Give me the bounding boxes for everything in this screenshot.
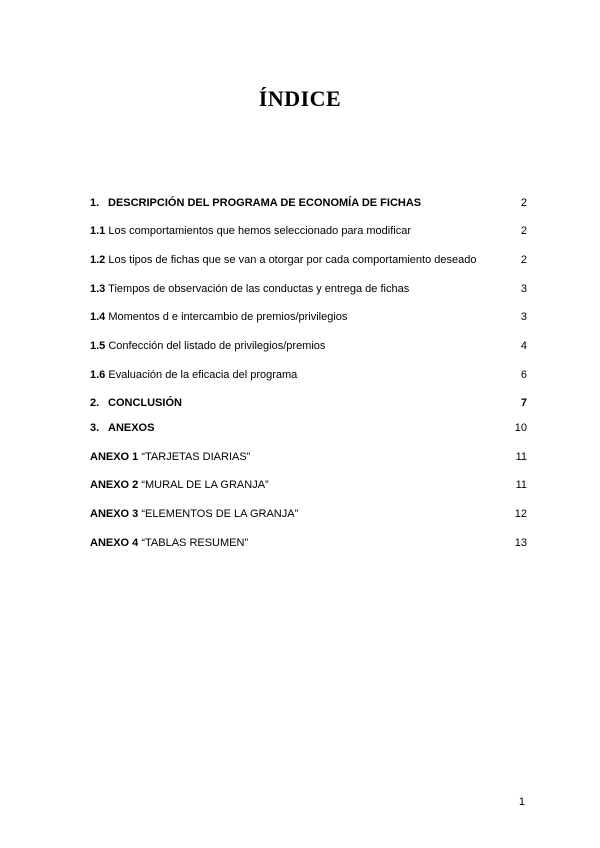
toc-entry-text: “TABLAS RESUMEN” (138, 537, 249, 549)
toc-entry-1-5[interactable] (90, 338, 527, 354)
page-title: ÍNDICE (258, 86, 342, 111)
toc-entry-number: ANEXO 2 (90, 479, 139, 491)
toc-entry-1-2[interactable] (90, 252, 527, 268)
toc-entry-label (90, 338, 325, 354)
toc-entry-page: 3 (520, 283, 527, 295)
toc-entry-label (90, 367, 297, 383)
toc-entry-text: Los tipos de fichas que se van a otorgar por cada comportamiento deseado (105, 254, 477, 266)
toc-entry-1-1[interactable] (90, 223, 527, 239)
toc-entry-number: 1.1 (90, 225, 106, 237)
toc-entry-number: ANEXO 4 (90, 537, 139, 549)
toc-entry-text: “TARJETAS DIARIAS” (138, 451, 251, 463)
toc-entry-page: 2 (520, 197, 527, 209)
toc-entry-text: “ELEMENTOS DE LA GRANJA” (138, 508, 299, 520)
toc-entry-1[interactable] (90, 195, 527, 211)
toc-entry-text: Tiempos de observación de las conductas y entrega de fichas (105, 283, 410, 295)
toc-entry-page: 3 (520, 311, 527, 323)
toc-entry-1-6[interactable] (90, 367, 527, 383)
toc-entry-label (90, 309, 347, 325)
toc-entry-label (90, 477, 269, 493)
toc-entry-number: 1.6 (90, 369, 106, 381)
toc-entry-annex-4[interactable] (90, 535, 527, 551)
toc-entry-page: 10 (514, 422, 527, 434)
page-number: 1 (518, 796, 525, 808)
toc-entry-text: Confección del listado de privilegios/premios (105, 340, 326, 352)
toc-entry-label (90, 506, 298, 522)
toc-entry-1-3[interactable] (90, 281, 527, 297)
toc-entry-number: 1.5 (90, 340, 106, 352)
toc-entry-page: 11 (515, 479, 527, 491)
toc-entry-text: DESCRIPCIÓN DEL PROGRAMA DE ECONOMÍA DE FICHAS (108, 197, 422, 209)
toc-entry-text: Momentos d e intercambio de premios/privilegios (105, 311, 348, 323)
toc-entry-page: 4 (520, 340, 527, 352)
toc-entry-page: 12 (514, 508, 527, 520)
toc-entry-label (90, 252, 476, 268)
toc-entry-page: 13 (514, 537, 527, 549)
toc-entry-number: ANEXO 3 (90, 508, 139, 520)
toc-entry-number: ANEXO 1 (90, 451, 139, 463)
toc-entry-text: Los comportamientos que hemos seleccionado para modificar (105, 225, 412, 237)
toc-entry-label (90, 395, 182, 411)
toc-entry-annex-1[interactable] (90, 449, 527, 465)
toc-entry-label (90, 420, 154, 436)
toc-entry-annex-3[interactable] (90, 506, 527, 522)
toc-entry-annex-2[interactable] (90, 477, 527, 493)
toc-entry-label (90, 223, 411, 239)
toc-entry-1-4[interactable] (90, 309, 527, 325)
toc-entry-page: 6 (520, 369, 527, 381)
toc-entry-text: Evaluación de la eficacia del programa (105, 369, 298, 381)
toc-entry-text: CONCLUSIÓN (108, 397, 182, 409)
toc-entry-page: 11 (515, 451, 527, 463)
toc-entry-label (90, 195, 421, 211)
toc-entry-number: 1.3 (90, 283, 106, 295)
toc-entry-page: 2 (520, 254, 527, 266)
toc-entry-number: 1.4 (90, 311, 106, 323)
toc-entry-label (90, 449, 250, 465)
toc-entry-text: “MURAL DE LA GRANJA” (138, 479, 269, 491)
toc-entry-text: ANEXOS (108, 422, 155, 434)
toc-entry-number: 1.2 (90, 254, 106, 266)
toc-entry-page: 2 (520, 225, 527, 237)
toc-entry-label (90, 535, 248, 551)
toc-entry-number: 1. (90, 197, 100, 209)
toc-entry-label (90, 281, 409, 297)
toc-entry-number: 3. (90, 422, 100, 434)
toc-entry-number: 2. (90, 397, 100, 409)
toc-entry-3[interactable] (90, 420, 527, 436)
toc-entry-page: 7 (520, 397, 527, 409)
toc-entry-2[interactable] (90, 395, 527, 411)
